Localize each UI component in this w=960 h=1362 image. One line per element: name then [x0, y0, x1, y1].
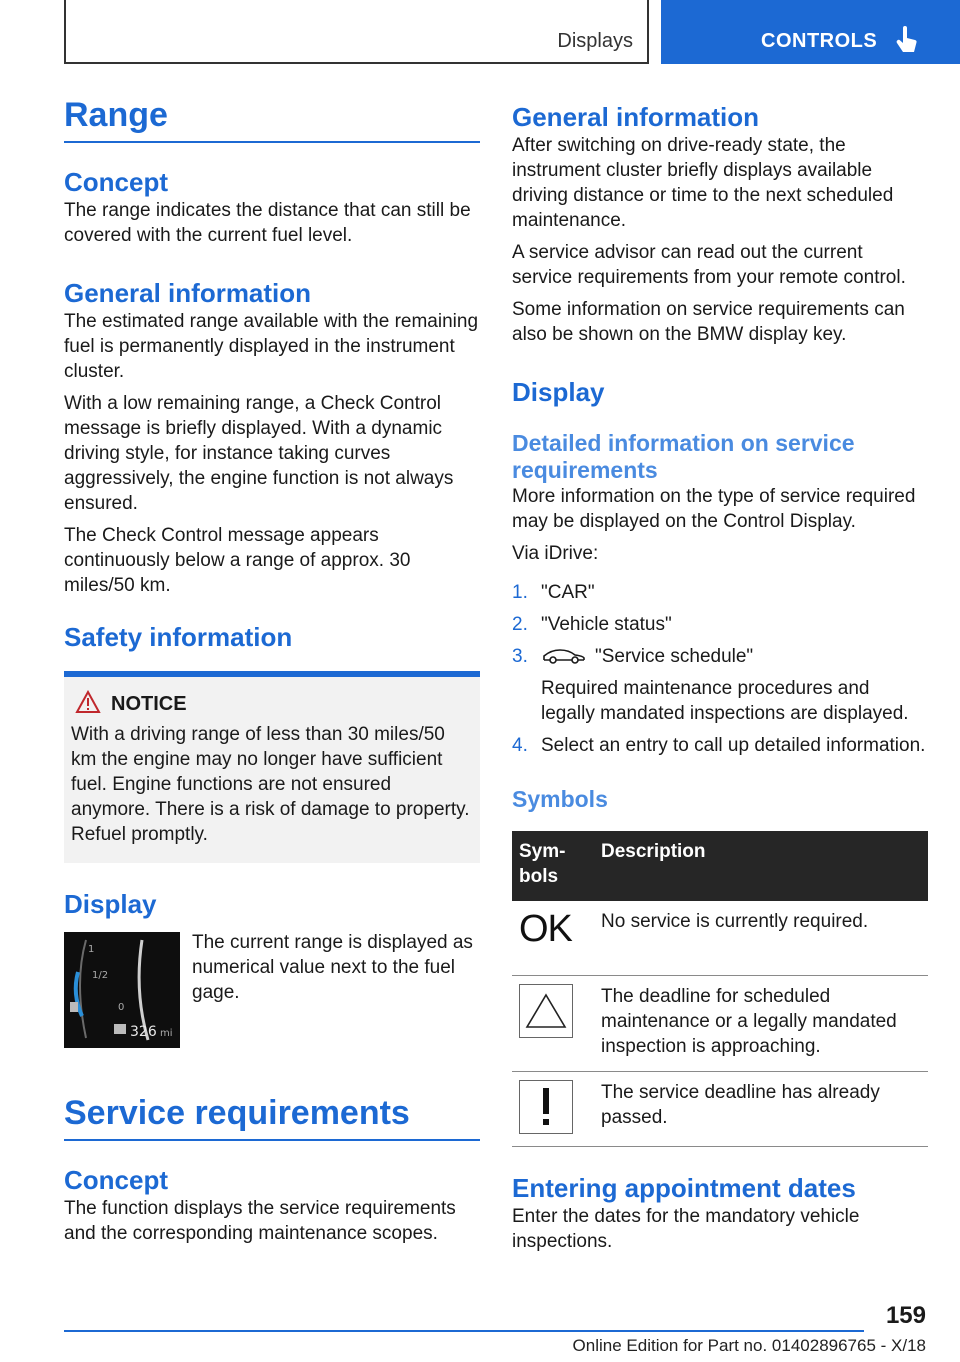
- service-concept-heading: Concept: [64, 1165, 168, 1195]
- range-general-p2: With a low remaining range, a Check Control message is briefly displayed. With a dynamic driving style, for instance taking curves aggressively, the engine function is not always ensured.: [64, 393, 454, 514]
- ok-symbol: OK: [519, 908, 572, 950]
- service-general-p2: A service advisor can read out the current service requirements from your remote control.: [512, 242, 906, 288]
- warning-triangle-icon: [75, 690, 101, 714]
- hand-pointer-icon: [895, 26, 919, 54]
- footer-edition: Online Edition for Part no. 01402896765 - X/18: [572, 1336, 926, 1355]
- header-section-label: Displays: [557, 30, 633, 52]
- appointment-text: Enter the dates for the mandatory vehicle inspections.: [512, 1206, 860, 1252]
- header-section-tab: [64, 0, 649, 64]
- fuel-gauge-image: [64, 932, 180, 1048]
- display-heading: Display: [64, 889, 157, 919]
- gauge-range-value: 326: [130, 1024, 157, 1040]
- appointment-heading: Entering appointment dates: [512, 1173, 856, 1203]
- range-general-p1: The estimated range available with the remaining fuel is permanently displayed in the instrument cluster.: [64, 311, 479, 382]
- list-item: 4. Select an entry to call up detailed information.: [512, 735, 926, 756]
- table-header: [512, 831, 928, 901]
- table-row: The service deadline has already passed.: [512, 1072, 928, 1147]
- gauge-range-unit: mi: [160, 1028, 173, 1039]
- list-item: 3. "Service schedule" Required maintenance procedures and legally mandated inspections are displayed.: [512, 646, 909, 724]
- detail-text: More information on the type of service required may be displayed on the Control Display.: [512, 486, 916, 532]
- exclamation-icon: [539, 1086, 553, 1128]
- range-concept-text: The range indicates the distance that can still be covered with the current fuel level.: [64, 200, 471, 246]
- notice-text: With a driving range of less than 30 miles/50 km the engine may no longer have sufficient fuel. Engine functions are not ensured anymore. There is a risk of damage to property. Refuel promptly.: [71, 724, 470, 845]
- col-description: Description: [594, 831, 928, 901]
- symbols-heading: Symbols: [512, 786, 608, 812]
- right-column: [512, 102, 928, 1261]
- table-row: OK No service is currently required.: [512, 901, 928, 976]
- safety-heading: Safety information: [64, 622, 293, 652]
- range-concept-heading: Concept: [64, 167, 168, 197]
- left-column: [64, 96, 480, 1253]
- notice-box: [64, 671, 480, 863]
- via-idrive: Via iDrive:: [512, 543, 599, 564]
- range-general-p3: The Check Control message appears continuously below a range of approx. 30 miles/50 km.: [64, 525, 411, 596]
- service-display-heading: Display: [512, 377, 605, 407]
- service-concept-text: The function displays the service requirements and the corresponding maintenance scopes.: [64, 1198, 456, 1244]
- warning-triangle-icon: [524, 992, 568, 1030]
- list-item: 2. "Vehicle status": [512, 614, 672, 635]
- service-general-p3: Some information on service requirements can also be shown on the BMW display key.: [512, 299, 905, 345]
- symbols-table: [512, 831, 928, 1147]
- gauge-mark-top: 1: [88, 944, 95, 955]
- range-title: Range: [64, 96, 480, 143]
- notice-title: NOTICE: [111, 693, 187, 715]
- gauge-mark-half: 1/2: [92, 970, 109, 981]
- car-icon: [541, 647, 587, 665]
- service-general-p1: After switching on drive-ready state, the instrument cluster briefly displays available driving distance or time to the next scheduled maintenance.: [512, 135, 894, 231]
- page-number: 159: [885, 1302, 926, 1329]
- table-row: The deadline for scheduled maintenance or a legally mandated inspection is approaching.: [512, 976, 928, 1072]
- service-title: Service requirements: [64, 1094, 480, 1141]
- service-general-heading: General information: [512, 102, 760, 132]
- range-general-heading: General information: [64, 278, 312, 308]
- list-item: 1. "CAR": [512, 582, 595, 603]
- col-symbols: Sym-bols: [512, 831, 594, 901]
- display-text: The current range is displayed as numerical value next to the fuel gage.: [192, 932, 473, 1003]
- gauge-mark-zero: 0: [118, 1002, 125, 1013]
- header-chapter-label: CONTROLS: [761, 30, 878, 52]
- detail-heading: Detailed information on service requirements: [512, 430, 855, 483]
- header-chapter-tab: [661, 0, 960, 64]
- idrive-steps: [512, 580, 928, 758]
- footer-divider: [64, 1330, 864, 1332]
